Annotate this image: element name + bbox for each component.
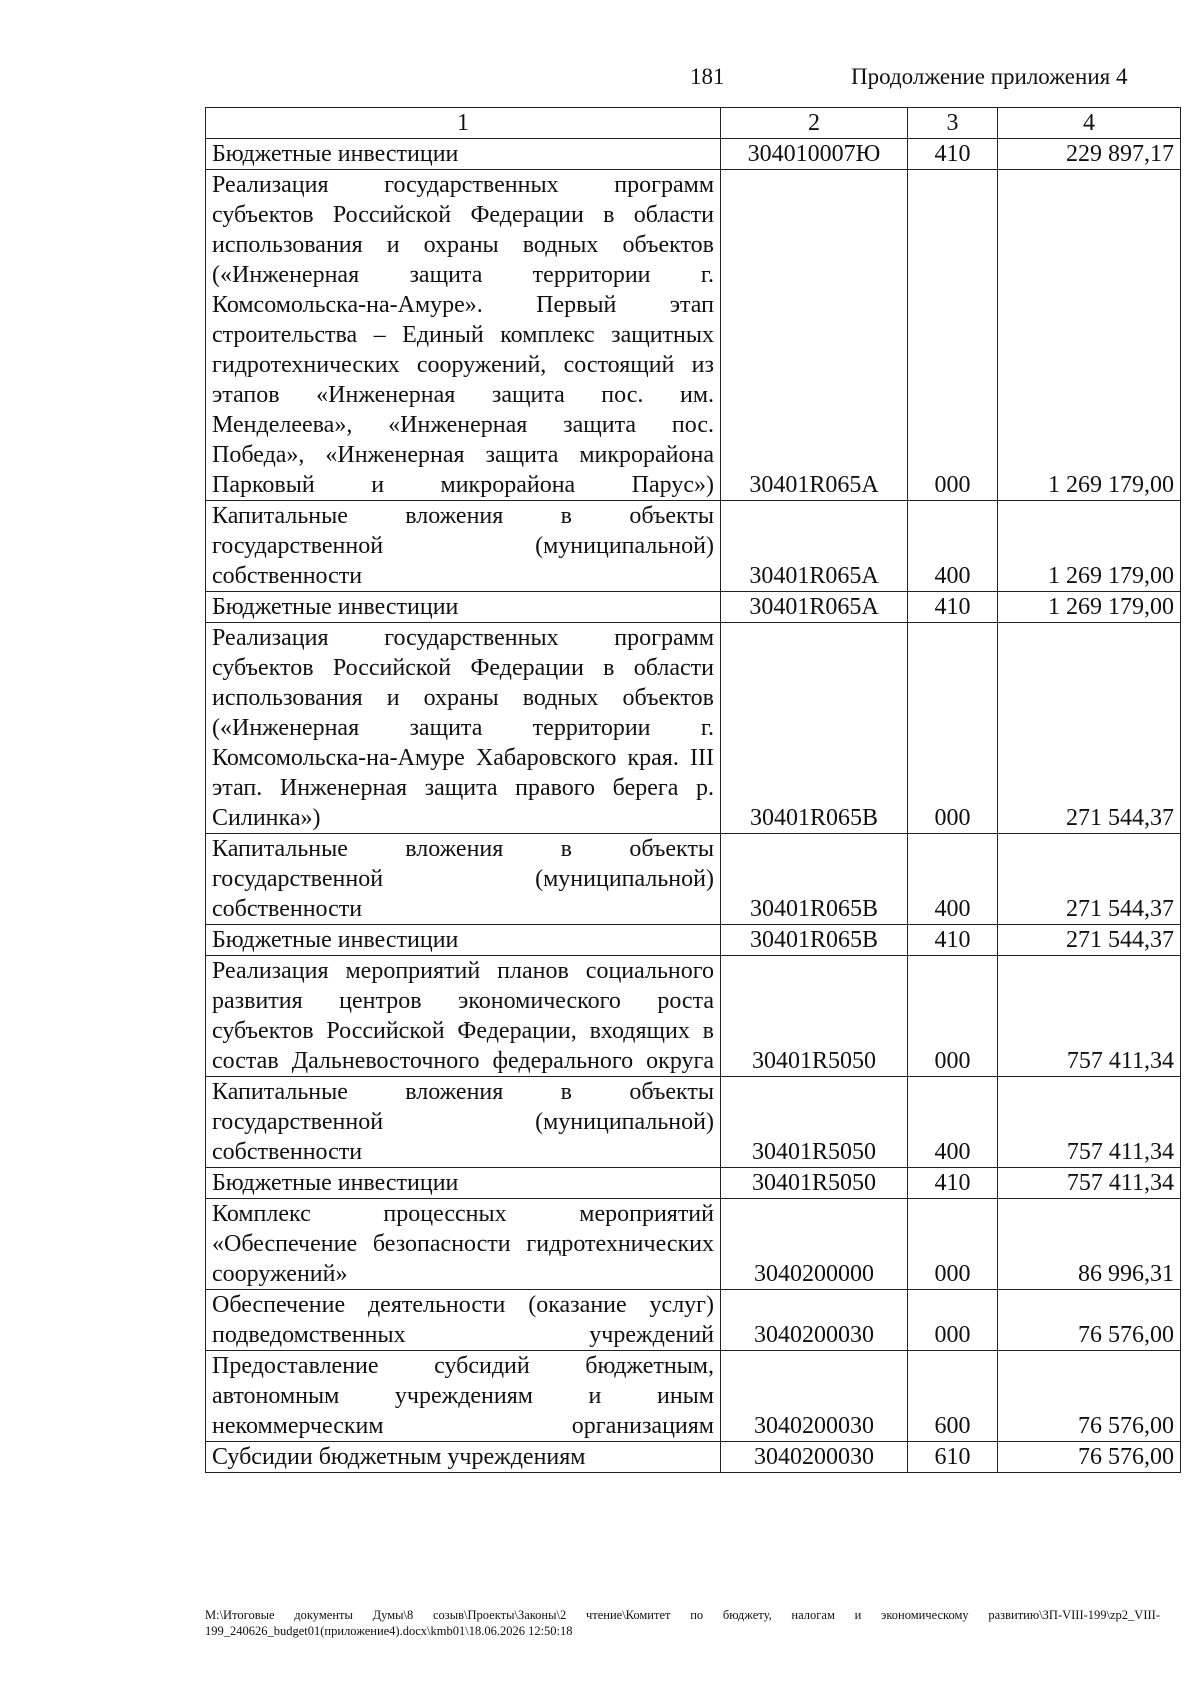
row-amount: 1 269 179,00 <box>998 592 1181 623</box>
row-name: Бюджетные инвестиции <box>206 925 721 956</box>
row-name: Капитальные вложения в объекты государственной (муниципальной) собственности <box>206 834 721 925</box>
row-code: 3040200030 <box>721 1290 908 1351</box>
row-name: Обеспечение деятельности (оказание услуг) подведомственных учреждений <box>206 1290 721 1351</box>
table-row <box>206 1077 1181 1168</box>
row-type: 000 <box>908 623 998 834</box>
row-name: Капитальные вложения в объекты государственной (муниципальной) собственности <box>206 501 721 592</box>
row-amount: 1 269 179,00 <box>998 501 1181 592</box>
budget-table <box>205 107 1181 1473</box>
row-type: 600 <box>908 1351 998 1442</box>
row-name: Предоставление субсидий бюджетным, автономным учреждениям и иным некоммерческим организациям <box>206 1351 721 1442</box>
column-header-2: 2 <box>721 108 908 139</box>
row-code: 30401R5050 <box>721 1168 908 1199</box>
column-header-4: 4 <box>998 108 1181 139</box>
table-row <box>206 501 1181 592</box>
page-number: 181 <box>690 64 725 89</box>
row-code: 30401R5050 <box>721 1077 908 1168</box>
row-code: 3040200000 <box>721 1199 908 1290</box>
row-name: Капитальные вложения в объекты государственной (муниципальной) собственности <box>206 1077 721 1168</box>
table-row <box>206 170 1181 501</box>
continuation-label: Продолжение приложения 4 <box>851 64 1128 89</box>
table-row <box>206 623 1181 834</box>
row-code: 30401R065A <box>721 501 908 592</box>
row-amount: 271 544,37 <box>998 925 1181 956</box>
row-type: 400 <box>908 834 998 925</box>
row-amount: 76 576,00 <box>998 1442 1181 1473</box>
document-path-footer: M:\Итоговые документы Думы\8 созыв\Проекты\Законы\2 чтение\Комитет по бюджету, налогам и экономическому развитию\ЗП-VIII-199\zp2_VIII-199_240626_budget01(приложение4).docx\kmb01\18.06.2026 12:50:18 <box>205 1608 1160 1638</box>
row-amount: 757 411,34 <box>998 956 1181 1077</box>
row-type: 000 <box>908 1199 998 1290</box>
row-code: 30401R5050 <box>721 956 908 1077</box>
row-type: 410 <box>908 139 998 170</box>
column-header-1: 1 <box>206 108 721 139</box>
row-name: Реализация мероприятий планов социального развития центров экономического роста субъектов Российской Федерации, входящих в состав Дальневосточного федерального округа <box>206 956 721 1077</box>
row-type: 410 <box>908 925 998 956</box>
row-code: 30401R065B <box>721 623 908 834</box>
table-header-row <box>206 108 1181 139</box>
row-name: Бюджетные инвестиции <box>206 592 721 623</box>
row-code: 30401R065B <box>721 834 908 925</box>
row-amount: 1 269 179,00 <box>998 170 1181 501</box>
row-code: 30401R065A <box>721 170 908 501</box>
table-row <box>206 1199 1181 1290</box>
row-name: Комплекс процессных мероприятий «Обеспечение безопасности гидротехнических сооружений» <box>206 1199 721 1290</box>
row-code: 3040200030 <box>721 1442 908 1473</box>
row-name: Бюджетные инвестиции <box>206 139 721 170</box>
row-amount: 76 576,00 <box>998 1351 1181 1442</box>
row-type: 610 <box>908 1442 998 1473</box>
row-name: Реализация государственных программ субъектов Российской Федерации в области использования и охраны водных объектов («Инженерная защита территории г. Комсомольска-на-Амуре Хабаровского края. III этап. Инженерная защита правого берега р. Силинка») <box>206 623 721 834</box>
column-header-3: 3 <box>908 108 998 139</box>
row-amount: 271 544,37 <box>998 834 1181 925</box>
row-type: 410 <box>908 592 998 623</box>
row-type: 400 <box>908 501 998 592</box>
row-type: 000 <box>908 956 998 1077</box>
table-row <box>206 1442 1181 1473</box>
row-type: 000 <box>908 1290 998 1351</box>
table-row <box>206 139 1181 170</box>
row-code: 30401R065A <box>721 592 908 623</box>
row-amount: 757 411,34 <box>998 1077 1181 1168</box>
row-code: 30401R065B <box>721 925 908 956</box>
row-type: 410 <box>908 1168 998 1199</box>
row-type: 000 <box>908 170 998 501</box>
table-row <box>206 834 1181 925</box>
row-type: 400 <box>908 1077 998 1168</box>
row-name: Реализация государственных программ субъектов Российской Федерации в области использования и охраны водных объектов («Инженерная защита территории г. Комсомольска-на-Амуре». Первый этап строительства – Единый комплекс защитных гидротехнических сооружений, состоящий из этапов «Инженерная защита пос. им. Менделеева», «Инженерная защита пос. Победа», «Инженерная защита микрорайона Парковый и микрорайона Парус») <box>206 170 721 501</box>
table-row <box>206 956 1181 1077</box>
row-amount: 757 411,34 <box>998 1168 1181 1199</box>
row-code: 3040200030 <box>721 1351 908 1442</box>
table-row <box>206 925 1181 956</box>
row-amount: 229 897,17 <box>998 139 1181 170</box>
row-name: Субсидии бюджетным учреждениям <box>206 1442 721 1473</box>
table-row <box>206 1168 1181 1199</box>
table-row <box>206 592 1181 623</box>
table-row <box>206 1290 1181 1351</box>
row-amount: 86 996,31 <box>998 1199 1181 1290</box>
row-amount: 76 576,00 <box>998 1290 1181 1351</box>
row-code: 304010007Ю <box>721 139 908 170</box>
row-amount: 271 544,37 <box>998 623 1181 834</box>
table-row <box>206 1351 1181 1442</box>
row-name: Бюджетные инвестиции <box>206 1168 721 1199</box>
